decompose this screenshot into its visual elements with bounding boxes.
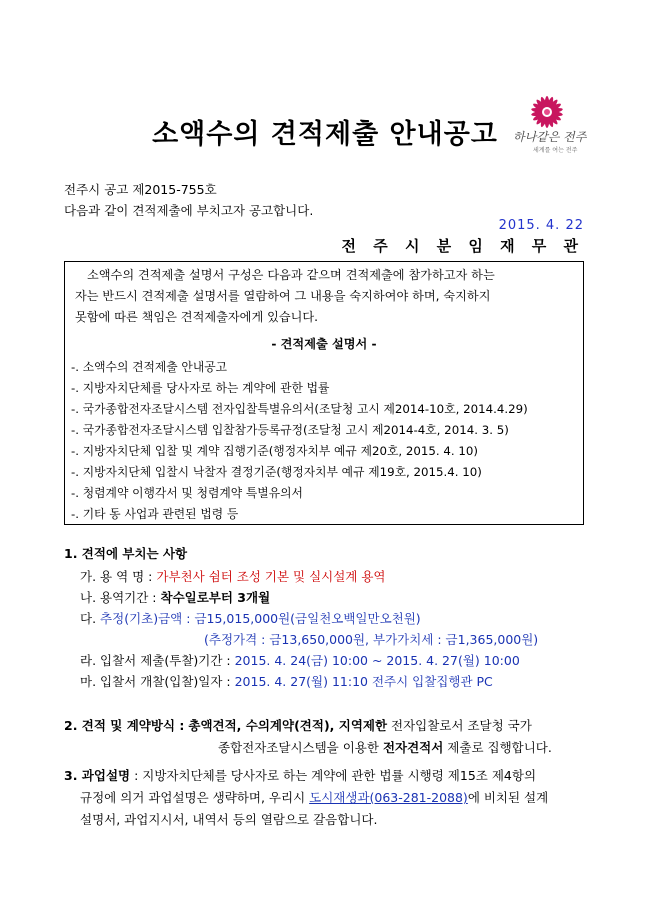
section3-text: : 지방자치단체를 당사자로 하는 계약에 관한 법률 시행령 제15조 제4항의 [130, 768, 537, 783]
box-heading: - 견적제출 설명서 - [271, 337, 377, 351]
doc-item: -. 기타 동 사업과 관련된 법령 등 [71, 507, 239, 521]
department-name: 전 주 시 분 임 재 무 관 [341, 237, 584, 255]
section1-heading: 1. 견적에 부치는 사항 [64, 546, 188, 561]
city-logo [505, 88, 585, 156]
estimated-amount-colon: : [186, 611, 191, 626]
intro-text: 다음과 같이 견적제출에 부치고자 공고합니다. [64, 203, 314, 218]
contact-link[interactable]: 도시재생과(063-281-2088) [309, 790, 468, 805]
doc-item: -. 국가종합전자조달시스템 전자입찰특별유의서(조달청 고시 제2014-10호, 2014.4.29) [71, 402, 528, 416]
bid-opening-label: 마. 입찰서 개찰(입찰)일자 : [80, 674, 231, 689]
service-period-row [80, 588, 270, 606]
doc-item: -. 지방자치단체 입찰 및 계약 집행기준(행정자치부 예규 제20호, 2015. 4. 10) [71, 444, 479, 458]
estimated-amount-label-prefix: 다. [80, 611, 97, 626]
box-para-line-2: 자는 반드시 견적제출 설명서를 열람하여 그 내용을 숙지하여야 하며, 숙지하지 [75, 289, 491, 303]
estimated-amount-row [80, 609, 421, 627]
bid-period-value: 2015. 4. 24(금) 10:00 ~ 2015. 4. 27(월) 10:00 [234, 653, 520, 668]
bid-opening-value: 2015. 4. 27(월) 11:10 전주시 입찰집행관 PC [234, 674, 493, 689]
section2-contract-type: 총액견적, 수의계약(견적), 지역제한 [188, 718, 388, 733]
estimated-amount-label: 추정(기초)금액 [100, 611, 183, 626]
doc-item: -. 청렴계약 이행각서 및 청렴계약 특별유의서 [71, 486, 303, 500]
doc-item: -. 지방자치단체 입찰시 낙찰자 결정기준(행정자치부 예규 제19호, 2015.4. 10) [71, 465, 482, 479]
estimated-amount-value: 금15,015,000원(금일천오백일만오천원) [194, 611, 421, 626]
section2-e-quote: 전자견적서 [382, 740, 444, 755]
service-period-label: 나. 용역기간 : [80, 590, 157, 605]
box-para-line-1: 소액수의 견적제출 설명서 구성은 다음과 같으며 견적제출에 참가하고자 하는 [87, 268, 495, 282]
notice-number: 전주시 공고 제2015-755호 [64, 182, 217, 197]
section3-text: 규정에 의거 과업설명은 생략하며, 우리시 [80, 790, 310, 805]
section2-text: 제출로 집행합니다. [443, 740, 552, 755]
box-para-line-3: 못함에 따른 책임은 견적제출자에게 있습니다. [75, 310, 319, 324]
service-name-row [80, 567, 386, 585]
service-name-label: 가. 용 역 명 : [80, 569, 153, 584]
section2-line-1 [64, 716, 532, 734]
section2-heading: 2. 견적 및 계약방식 : [64, 718, 185, 733]
estimated-amount-detail: (추정가격 : 금13,650,000원, 부가가치세 : 금1,365,000원) [204, 632, 539, 647]
doc-item: -. 국가종합전자조달시스템 입찰참가등록규정(조달청 고시 제2014-4호, 2014. 3. 5) [71, 423, 509, 437]
section2-line-2 [218, 738, 552, 756]
section2-text: 전자입찰로서 조달청 국가 [387, 718, 532, 733]
doc-item: -. 지방자치단체를 당사자로 하는 계약에 관한 법률 [71, 381, 330, 395]
section3-line-3: 설명서, 과업지시서, 내역서 등의 열람으로 갈음합니다. [80, 812, 378, 827]
logo-subtext: 세계를 여는 전주 [533, 147, 578, 154]
bid-period-row [80, 651, 520, 669]
page-title: 소액수의 견적제출 안내공고 [152, 119, 498, 150]
bid-opening-row [80, 672, 493, 690]
section3-line-1 [64, 766, 536, 784]
logo-text: 하나같은 전주 [513, 130, 587, 144]
section2-text: 종합전자조달시스템을 이용한 [218, 740, 383, 755]
section3-heading: 3. 과업설명 [64, 768, 131, 783]
bid-period-label: 라. 입찰서 제출(투찰)기간 : [80, 653, 231, 668]
document-list-box [64, 261, 584, 525]
service-name-value: 가부천사 쉼터 조성 기본 및 실시설계 용역 [156, 569, 386, 584]
service-period-value: 착수일로부터 3개월 [160, 590, 271, 605]
notice-date: 2015. 4. 22 [498, 218, 584, 233]
section3-text: 에 비치된 설계 [467, 790, 549, 805]
doc-item: -. 소액수의 견적제출 안내공고 [71, 360, 228, 374]
section3-line-2 [80, 788, 548, 806]
